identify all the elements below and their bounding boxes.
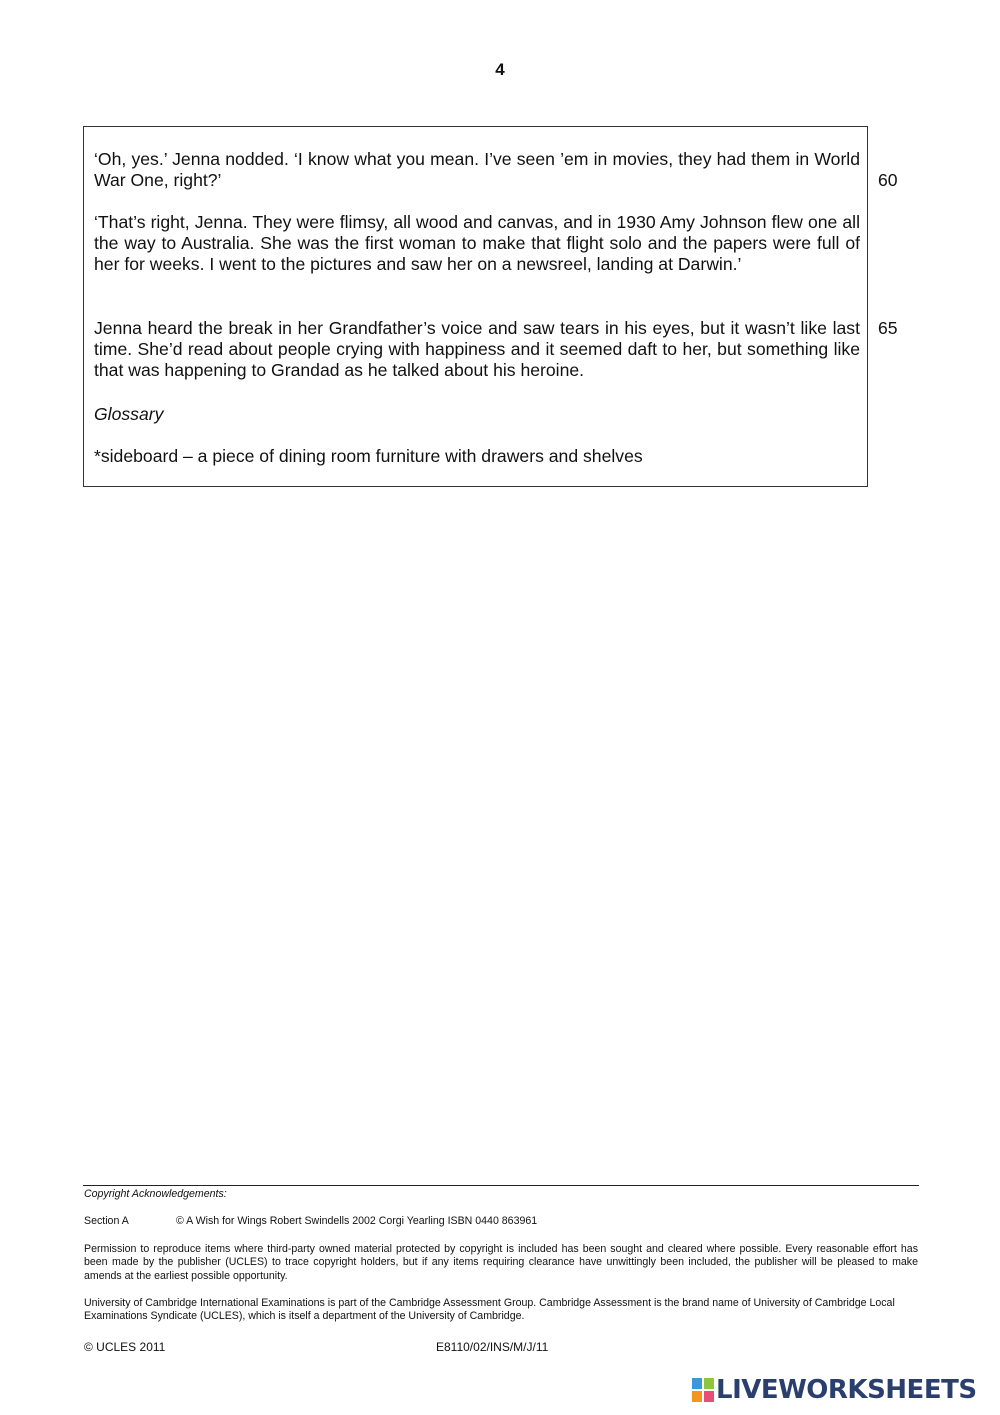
section-acknowledgement (84, 1215, 918, 1228)
extract-paragraph: ‘That’s right, Jenna. They were flimsy, all wood and canvas, and in 1930 Amy Johnson flew one all the way to Australia. She was the first woman to make that flight solo and the papers were full of her for weeks. I went to the pictures and saw her on a newsreel, landing at Darwin.’ (94, 212, 860, 275)
logo-tile (704, 1378, 714, 1389)
watermark-text: LIVEWORKSHEETS (716, 1375, 977, 1405)
logo-tile (692, 1391, 702, 1402)
permission-statement: Permission to reproduce items where third-party owned material protected by copyright is included has been sought and cleared where possible. Every reasonable effort has been made by the publisher (UCLES) to trace copyright holders, but if any items requiring clearance have unwittingly been included, the publisher will be pleased to make amends at the earliest possible opportunity. (84, 1243, 918, 1282)
logo-tile (692, 1378, 702, 1389)
extract-paragraph: Jenna heard the break in her Grandfather’s voice and saw tears in his eyes, but it wasn’t like last time. She’d read about people crying with happiness and it seemed daft to her, but something like that was happening to Grandad as he talked about his heroine. (94, 318, 860, 381)
section-source: © A Wish for Wings Robert Swindells 2002 Corgi Yearling ISBN 0440 863961 (176, 1215, 538, 1227)
glossary-entry: *sideboard – a piece of dining room furniture with drawers and shelves (94, 446, 643, 466)
extract-box (83, 126, 868, 487)
line-number: 65 (878, 318, 898, 338)
line-number: 60 (878, 170, 898, 190)
copyright-heading: Copyright Acknowledgements: (84, 1188, 227, 1200)
logo-tile (704, 1391, 714, 1402)
exam-code: E8110/02/INS/M/J/11 (436, 1340, 549, 1354)
liveworksheets-logo-icon (692, 1378, 714, 1402)
footer-divider (83, 1185, 919, 1186)
glossary-heading: Glossary (94, 404, 164, 424)
liveworksheets-watermark (692, 1372, 977, 1408)
university-statement: University of Cambridge International Examinations is part of the Cambridge Assessment Group. Cambridge Assessment is the brand name of University of Cambridge Local Examinations Syndicate (UCLES), which is itself a department of the University of Cambridge. (84, 1297, 895, 1323)
section-label: Section A (84, 1215, 129, 1227)
extract-paragraph: ‘Oh, yes.’ Jenna nodded. ‘I know what you mean. I’ve seen ’em in movies, they had them in World War One, right?’ (94, 149, 860, 191)
page-number: 4 (495, 60, 505, 79)
ucles-copyright: © UCLES 2011 (84, 1340, 166, 1354)
